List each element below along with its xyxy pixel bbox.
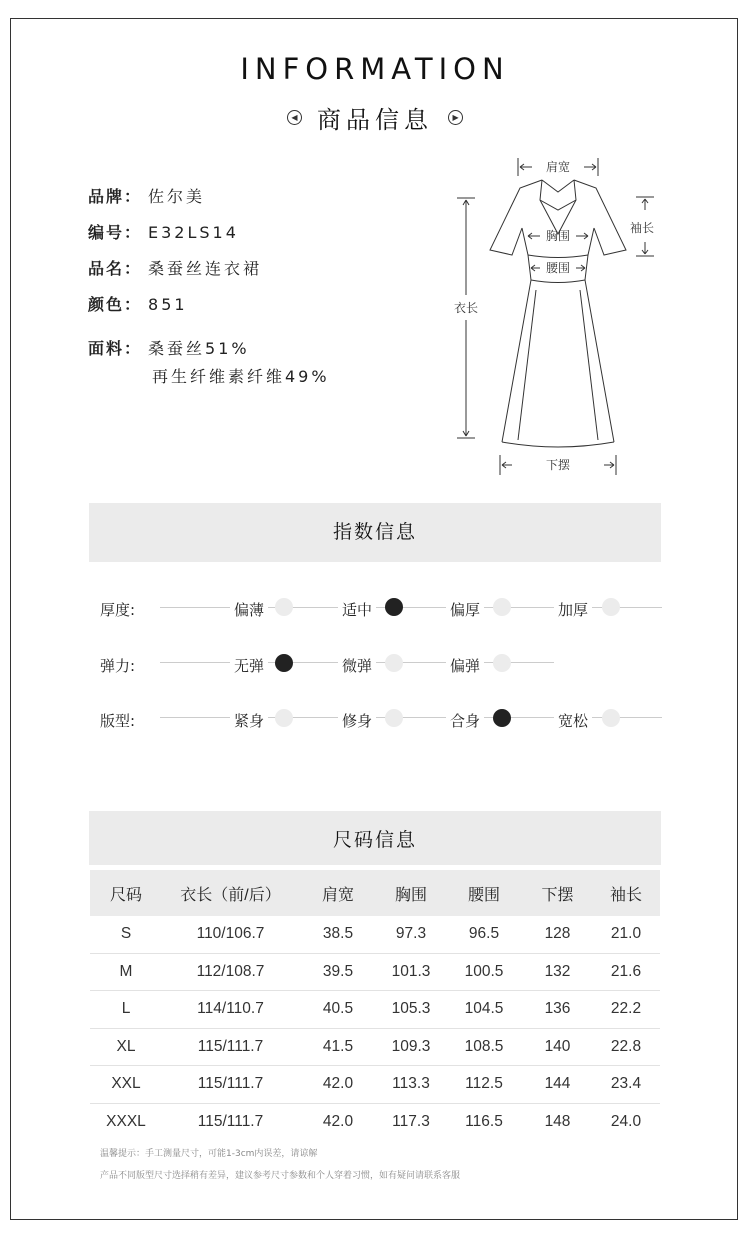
cell: 22.8 [592,1028,660,1066]
index-section-header: 指数信息 [89,503,661,562]
name-value: 桑蚕丝连衣裙 [148,259,263,278]
cell: 128 [523,916,592,953]
fit-dot-loose [602,709,620,727]
elasticity-option-stretchy: 偏弹 [446,655,484,676]
cell: 41.5 [299,1028,377,1066]
note-line-2: 产品不同版型尺寸选择稍有差异，建议参考尺寸参数和个人穿着习惯，如有疑问请联系客服 [100,1171,461,1181]
fabric-value-2: 再生纤维素纤维49% [152,367,330,386]
cell: 148 [544,1112,571,1130]
cell: 112.5 [445,1066,523,1104]
thickness-option-thick: 偏厚 [446,599,484,620]
code-row [88,220,239,243]
elasticity-dot-slight [385,654,403,672]
cell: 115/111.7 [162,1028,299,1066]
note-line-1: 温馨提示：手工测量尺寸，可能1-3cm内误差，请谅解 [100,1149,318,1159]
table-row [90,991,660,1029]
name-row [88,256,262,279]
size-section-header: 尺码信息 [89,811,661,865]
fit-option-slim: 修身 [338,710,376,731]
sleeve-label: 袖长 [630,221,655,235]
thickness-dot-medium [385,598,403,616]
cell: 117.3 [392,1112,430,1130]
col-sleeve: 袖长 [592,870,660,916]
col-chest: 胸围 [377,870,445,916]
cell: 38.5 [299,916,377,953]
color-value: 851 [148,295,188,314]
size-table [90,870,660,1140]
cell: S [90,916,162,953]
elasticity-option-slight: 微弹 [338,655,376,676]
title-chinese: 商品信息 [317,106,433,134]
hem-label: 下摆 [545,458,571,472]
thickness-option-medium: 适中 [338,599,376,620]
cell: 113.3 [377,1066,445,1104]
thickness-option-extra: 加厚 [554,599,592,620]
fit-option-tight: 紧身 [230,710,268,731]
fabric-value-1: 桑蚕丝51% [148,339,250,358]
cell: 109.3 [377,1028,445,1066]
cell: 116.5 [465,1112,503,1130]
size-table-header [90,870,660,916]
cell: 112/108.7 [162,953,299,991]
title-english: INFORMATION [240,52,510,86]
name-label: 品名： [88,259,143,278]
cell: 115/111.7 [197,1112,264,1130]
cell: XL [90,1028,162,1066]
elasticity-dot-stretchy [493,654,511,672]
color-row [88,292,188,315]
cell: L [90,991,162,1029]
fit-option-loose: 宽松 [554,710,592,731]
waist-label: 腰围 [545,261,571,275]
title-chinese-row [0,100,750,135]
cell: 40.5 [299,991,377,1029]
cell: 42.0 [299,1066,377,1104]
elasticity-option-none: 无弹 [230,655,268,676]
code-value: E32LS14 [148,223,239,242]
cell: M [90,953,162,991]
col-shoulder: 肩宽 [299,870,377,916]
left-arrow-icon: ◀ [287,110,302,125]
cell: XXXL [106,1112,146,1130]
brand-value: 佐尔美 [148,187,206,206]
col-waist: 腰围 [445,870,523,916]
cell: 39.5 [299,953,377,991]
thickness-option-thin: 偏薄 [230,599,268,620]
table-row [90,916,660,953]
cell: 105.3 [377,991,445,1029]
fit-dot-slim [385,709,403,727]
table-row [90,953,660,991]
col-length: 衣长（前/后） [162,870,299,916]
cell: 21.6 [592,953,660,991]
cell: 42.0 [322,1112,354,1130]
cell: 114/110.7 [162,991,299,1029]
cell: 144 [523,1066,592,1104]
cell: 23.4 [592,1066,660,1104]
cell: 104.5 [445,991,523,1029]
cell: 100.5 [445,953,523,991]
elasticity-label: 弹力: [100,657,136,675]
cell: XXL [90,1066,162,1104]
cell: 96.5 [445,916,523,953]
fabric-label: 面料： [88,339,143,358]
brand-label: 品牌： [88,187,143,206]
fit-dot-tight [275,709,293,727]
table-row [90,1028,660,1066]
elasticity-dot-none [275,654,293,672]
thickness-dot-extra [602,598,620,616]
fabric-row [88,336,250,359]
color-label: 颜色： [88,295,143,314]
brand-row [88,184,205,207]
dress-diagram [440,150,670,485]
thickness-dot-thin [275,598,293,616]
cell: 132 [523,953,592,991]
cell: 101.3 [377,953,445,991]
length-label: 衣长 [453,301,479,315]
chest-label: 胸围 [545,229,571,243]
cell: 136 [523,991,592,1029]
cell: 110/106.7 [162,916,299,953]
fit-dot-regular [493,709,511,727]
cell: 140 [523,1028,592,1066]
table-row [90,1103,660,1140]
code-label: 编号： [88,223,143,242]
thickness-dot-thick [493,598,511,616]
thickness-label: 厚度: [100,601,136,619]
col-size: 尺码 [90,870,162,916]
cell: 97.3 [377,916,445,953]
cell: 108.5 [445,1028,523,1066]
fit-label: 版型: [100,712,136,730]
right-arrow-icon: ▶ [448,110,463,125]
fit-option-regular: 合身 [446,710,484,731]
cell: 22.2 [592,991,660,1029]
cell: 21.0 [592,916,660,953]
cell: 115/111.7 [162,1066,299,1104]
shoulder-label: 肩宽 [545,160,571,174]
cell: 24.0 [610,1112,642,1130]
table-row [90,1066,660,1104]
col-hem: 下摆 [523,870,592,916]
